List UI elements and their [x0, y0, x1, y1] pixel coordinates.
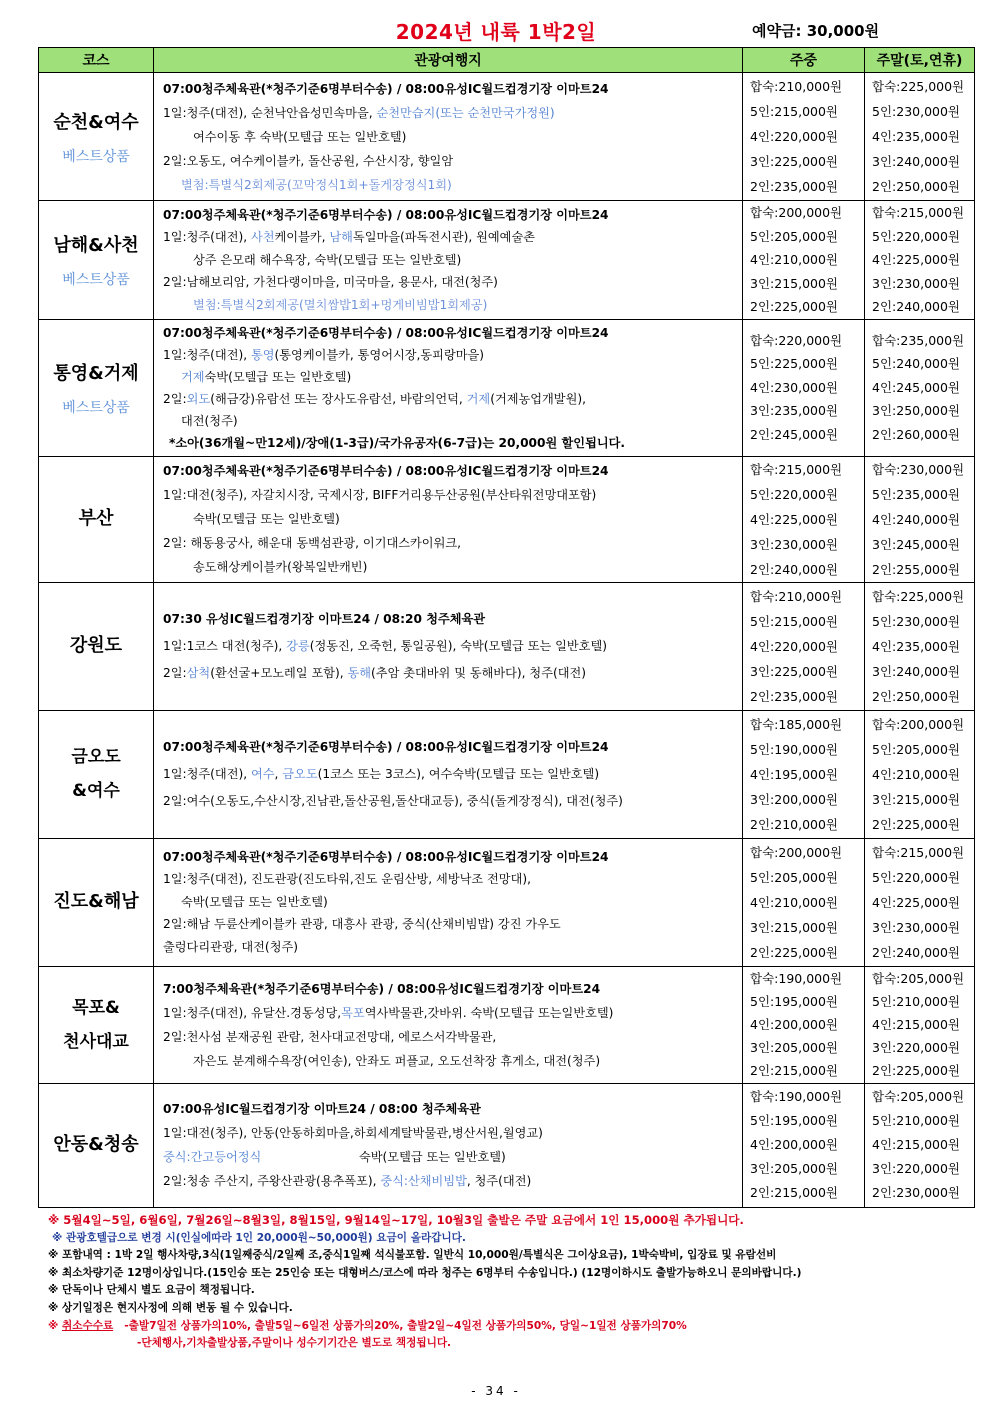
itinerary-cell: [154, 966, 743, 1083]
price-4: 4인:240,000원: [872, 511, 961, 527]
itinerary-line: 2일:해남 두륜산케이블카 관광, 대흥사 관광, 중식(산채비빔밥) 강진 가우도: [163, 917, 561, 932]
price-5: 5인:230,000원: [872, 104, 961, 119]
weekend-price-cell: [865, 582, 975, 710]
price-group: 합숙:230,000원: [872, 461, 965, 477]
price-group: 합숙:200,000원: [750, 844, 843, 860]
table-row: [39, 1083, 975, 1207]
price-5: 5인:235,000원: [872, 486, 961, 502]
itinerary-cell: [154, 319, 743, 456]
itinerary-line: 2일:남해보리암, 가천다랭이마을, 미국마을, 용문사, 대전(청주): [163, 275, 498, 289]
price-4: 4인:200,000원: [750, 1137, 839, 1152]
itinerary-line: 중식:간고등어정식 숙박(모텔급 또는 일반호텔): [163, 1150, 506, 1164]
price-2: 2인:215,000원: [750, 1063, 839, 1078]
weekday-price-cell: [743, 456, 865, 582]
weekend-price-cell: [865, 201, 975, 320]
course-cell: [39, 966, 154, 1083]
price-group: 합숙:200,000원: [750, 205, 843, 220]
weekend-price-cell: [865, 710, 975, 838]
price-group: 합숙:190,000원: [750, 971, 843, 986]
price-4: 4인:210,000원: [750, 894, 839, 910]
col-header-weekend: 주말(토,연휴): [865, 48, 975, 73]
itinerary-line: 2일:여수(오동도,수산시장,진남관,돌산공원,돌산대교등), 중식(돌게장정식), 대전(청주): [163, 793, 623, 808]
price-5: 5인:210,000원: [872, 1113, 961, 1128]
itinerary-line: 대전(청주): [181, 413, 238, 428]
departure-line: 07:00청주체육관(*청주기준6명부터수송) / 08:00유성IC월드컵경기장 이마트24: [163, 81, 609, 96]
course-name: 통영&거제: [53, 362, 139, 384]
price-5: 5인:225,000원: [750, 356, 839, 372]
course-name: 순천&여수: [53, 111, 139, 133]
itinerary-line: 거제숙박(모텔급 또는 일반호텔): [181, 369, 352, 384]
itinerary-cell: [154, 710, 743, 838]
weekday-price-cell: [743, 201, 865, 320]
price-2: 2인:225,000원: [750, 944, 839, 960]
itinerary-line: 숙박(모텔급 또는 일반호텔): [181, 894, 328, 909]
table-row: [39, 456, 975, 582]
itinerary-line: 2일: 해동용궁사, 해운대 동백섬관광, 이기대스카이워크,: [163, 536, 461, 550]
price-5: 5인:190,000원: [750, 741, 839, 757]
weekday-price-cell: [743, 966, 865, 1083]
itinerary-line: 출렁다리관광, 대전(청주): [163, 939, 298, 954]
price-3: 3인:220,000원: [872, 1040, 961, 1055]
itinerary-line: 1일:청주(대전), 유달산.경동성당,목포역사박물관,갓바위. 숙박(모텔급 또는일반호텔): [163, 1005, 614, 1020]
table-row: [39, 838, 975, 966]
surcharge-note: ※ 5월4일~5일, 6월6일, 7월26일~8월3일, 8월15일, 9월14일~17일, 10월3일 출발은 주말 요금에서 1인 15,000원 추가됩니다.: [48, 1213, 744, 1227]
course-cell: [39, 838, 154, 966]
price-4: 4인:215,000원: [872, 1137, 961, 1152]
price-2: 2인:240,000원: [872, 299, 961, 314]
itinerary-line: 2일:외도(해금강)유람선 또는 장사도유람선, 바람의언덕, 거제(거제농업개발원),: [163, 391, 586, 406]
itinerary-cell: [154, 838, 743, 966]
itinerary-cell: [154, 582, 743, 710]
table-row: [39, 73, 975, 201]
itinerary-cell: [154, 201, 743, 320]
price-4: 4인:200,000원: [750, 1017, 839, 1032]
price-2: 2인:230,000원: [872, 1185, 961, 1200]
price-2: 2인:260,000원: [872, 426, 961, 442]
weekday-price-cell: [743, 1083, 865, 1207]
price-2: 2인:255,000원: [872, 561, 961, 577]
price-group: 합숙:220,000원: [750, 332, 843, 348]
price-3: 3인:215,000원: [750, 919, 839, 935]
price-4: 4인:225,000원: [872, 894, 961, 910]
price-4: 4인:220,000원: [750, 129, 839, 144]
price-3: 3인:215,000원: [750, 275, 839, 291]
price-group: 합숙:225,000원: [872, 588, 965, 604]
itinerary-line: 2일:천사섬 분재공원 관람, 천사대교전망대, 에로스서각박물관,: [163, 1029, 497, 1044]
table-row: [39, 582, 975, 710]
price-group: 합숙:215,000원: [872, 844, 965, 860]
price-2: 2인:250,000원: [872, 688, 961, 704]
discount-line: *소아(36개월~만12세)/장애(1-3급)/국가유공자(6-7급)는 20,000원 할인됩니다.: [169, 435, 626, 450]
departure-line: 07:00청주체육관(*청주기준6명부터수송) / 08:00유성IC월드컵경기장 이마트24: [163, 325, 609, 340]
price-group: 합숙:205,000원: [872, 971, 965, 986]
price-group: 합숙:225,000원: [872, 79, 965, 94]
weekday-price-cell: [743, 319, 865, 456]
special-meal-line: 별첨:특별식2회제공(멸치쌈밥1회+멍게비빔밥1회제공): [193, 297, 488, 312]
itinerary-line: 1일:청주(대전), 여수, 금오도(1코스 또는 3코스), 여수숙박(모텔급 또는 일반호텔): [163, 766, 600, 781]
price-3: 3인:220,000원: [872, 1161, 961, 1176]
schedule-change-note: ※ 상기일정은 현지사정에 의해 변동 될 수 있습니다.: [48, 1301, 293, 1314]
course-name: 남해&사천: [53, 234, 139, 256]
table-header-row: [39, 48, 975, 73]
notes-section: [48, 1212, 978, 1353]
table-row: [39, 201, 975, 320]
price-3: 3인:235,000원: [750, 403, 839, 419]
itinerary-line: 2일:청송 주산지, 주왕산관광(용추폭포), 중식:산채비빔밥, 청주(대전): [163, 1174, 532, 1188]
price-4: 4인:215,000원: [872, 1017, 961, 1032]
course-cell: [39, 456, 154, 582]
departure-line: 07:00청주체육관(*청주기준6명부터수송) / 08:00유성IC월드컵경기장 이마트24: [163, 464, 609, 478]
price-group: 합숙:205,000원: [872, 1089, 965, 1104]
price-5: 5인:210,000원: [872, 994, 961, 1009]
price-5: 5인:195,000원: [750, 994, 839, 1009]
course-cell: [39, 201, 154, 320]
itinerary-line: 숙박(모텔급 또는 일반호텔): [193, 512, 340, 526]
price-5: 5인:220,000원: [750, 486, 839, 502]
hotel-upgrade-note: ※ 관광호텔급으로 변경 시(인실에따라 1인 20,000원~50,000원) 요금이 올라갑니다.: [52, 1231, 466, 1244]
weekend-price-cell: [865, 838, 975, 966]
price-4: 4인:220,000원: [750, 638, 839, 654]
price-3: 3인:240,000원: [872, 663, 961, 679]
price-group: 합숙:190,000원: [750, 1089, 843, 1104]
cancel-fee-note-2: -단체행사,기차출발상품,주말이나 성수기기간은 별도로 책정됩니다.: [137, 1337, 452, 1350]
price-4: 4인:245,000원: [872, 379, 961, 395]
tour-price-table: [38, 47, 975, 1208]
course-name-line2: 천사대교: [63, 1031, 129, 1052]
page-header: [0, 16, 992, 45]
itinerary-line: 여수이동 후 숙박(모텔급 또는 일반호텔): [193, 129, 407, 144]
course-name: 강원도: [69, 635, 123, 656]
course-name: 금오도: [71, 747, 121, 767]
course-cell: [39, 710, 154, 838]
price-2: 2인:240,000원: [750, 561, 839, 577]
table-row: [39, 710, 975, 838]
table-row: [39, 319, 975, 456]
table-row: [39, 966, 975, 1083]
best-product-badge: 베스트상품: [62, 271, 130, 288]
departure-line: 07:00유성IC월드컵경기장 이마트24 / 08:00 청주체육관: [163, 1102, 481, 1116]
page-title: 2024년 내륙 1박2일: [395, 20, 597, 44]
price-3: 3인:215,000원: [872, 791, 961, 807]
departure-line: 07:00청주체육관(*청주기준6명부터수송) / 08:00유성IC월드컵경기장 이마트24: [163, 739, 609, 754]
price-2: 2인:210,000원: [750, 816, 839, 832]
price-2: 2인:225,000원: [872, 1063, 961, 1078]
price-5: 5인:220,000원: [872, 869, 961, 885]
price-group: 합숙:210,000원: [750, 79, 843, 94]
price-4: 4인:235,000원: [872, 129, 961, 144]
price-3: 3인:225,000원: [750, 154, 839, 169]
itinerary-cell: [154, 1083, 743, 1207]
weekday-price-cell: [743, 73, 865, 201]
itinerary-cell: [154, 456, 743, 582]
weekend-price-cell: [865, 1083, 975, 1207]
price-4: 4인:210,000원: [872, 766, 961, 782]
price-group: 합숙:215,000원: [750, 461, 843, 477]
page-number: - 34 -: [471, 1384, 521, 1398]
itinerary-line: 1일:청주(대전), 진도관광(진도타워,진도 운림산방, 세방낙조 전망대),: [163, 872, 531, 887]
itinerary-line: 1일:대전(청주), 자갈치시장, 국제시장, BIFF거리용두산공원(부산타워전망대포함): [163, 488, 597, 502]
price-2: 2인:235,000원: [750, 179, 839, 194]
best-product-badge: 베스트상품: [62, 148, 130, 165]
price-2: 2인:245,000원: [750, 426, 839, 442]
departure-line: 7:00청주체육관(*청주기준6명부터수송) / 08:00유성IC월드컵경기장 이마트24: [163, 981, 601, 996]
price-3: 3인:230,000원: [750, 536, 839, 552]
col-header-course: 코스: [39, 48, 154, 73]
itinerary-line: 1일:청주(대전), 통영(통영케이블카, 통영어시장,동피랑마을): [163, 347, 485, 362]
price-3: 3인:230,000원: [872, 919, 961, 935]
price-5: 5인:205,000원: [872, 741, 961, 757]
price-5: 5인:205,000원: [750, 228, 839, 244]
col-header-destinations: 관광여행지: [154, 48, 743, 73]
price-group: 합숙:200,000원: [872, 716, 965, 732]
price-2: 2인:225,000원: [750, 299, 839, 314]
price-4: 4인:235,000원: [872, 638, 961, 654]
price-3: 3인:230,000원: [872, 275, 961, 291]
weekend-price-cell: [865, 73, 975, 201]
departure-line: 07:30 유성IC월드컵경기장 이마트24 / 08:20 청주체육관: [163, 611, 486, 626]
itinerary-line: 1일:청주(대전), 사천케이블카, 남해독일마을(파독전시관), 원예예술촌: [163, 230, 536, 244]
cancel-fee-label: 취소수수료: [62, 1319, 114, 1332]
includes-note: ※ 포함내역 : 1박 2일 행사차량,3식(1일째중식/2일째 조,중식1일째 석식불포함. 일반식 10,000원/특별식은 그이상요금), 1박숙박비, 입장료 및 유람선비: [48, 1249, 777, 1262]
col-header-weekday: 주중: [743, 48, 865, 73]
course-name-line2: &여수: [72, 781, 120, 801]
itinerary-line: 1일:청주(대전), 순천낙안읍성민속마을, 순천만습지(또는 순천만국가정원): [163, 105, 555, 120]
weekend-price-cell: [865, 456, 975, 582]
cancel-fee-note: ※ 취소수수료 -출발7일전 상품가의10%, 출발5일~6일전 상품가의20%, 출발2일~4일전 상품가의50%, 당일~1일전 상품가의70%: [48, 1319, 687, 1332]
weekday-price-cell: [743, 710, 865, 838]
price-4: 4인:225,000원: [872, 252, 961, 267]
departure-line: 07:00청주체육관(*청주기준6명부터수송) / 08:00유성IC월드컵경기장 이마트24: [163, 849, 609, 864]
price-group: 합숙:235,000원: [872, 332, 965, 348]
price-5: 5인:240,000원: [872, 356, 961, 372]
price-4: 4인:210,000원: [750, 252, 839, 267]
price-3: 3인:205,000원: [750, 1040, 839, 1055]
price-2: 2인:215,000원: [750, 1185, 839, 1200]
course-name: 안동&청송: [53, 1134, 139, 1155]
price-3: 3인:225,000원: [750, 663, 839, 679]
itinerary-line: 송도해상케이블카(왕복일반캐빈): [193, 560, 368, 574]
price-4: 4인:195,000원: [750, 766, 839, 782]
price-5: 5인:215,000원: [750, 104, 839, 119]
weekend-price-cell: [865, 966, 975, 1083]
price-5: 5인:195,000원: [750, 1113, 839, 1128]
itinerary-line: 1일:1코스 대전(청주), 강릉(정동진, 오죽헌, 통일공원), 숙박(모텔급 또는 일반호텔): [163, 638, 607, 653]
special-meal-line: 별첨:특별식2회제공(꼬막정식1회+돌게장정식1회): [181, 177, 452, 192]
price-3: 3인:250,000원: [872, 403, 961, 419]
weekend-price-cell: [865, 319, 975, 456]
itinerary-line: 상주 은모래 해수욕장, 숙박(모텔급 또는 일반호텔): [193, 252, 462, 267]
price-5: 5인:220,000원: [872, 228, 961, 244]
deposit-amount: 예약금: 30,000원: [752, 22, 880, 40]
minimum-vehicle-note: ※ 최소차량기준 12명이상입니다.(15인승 또는 25인승 또는 대형버스/코스에 따라 청주는 6명부터 수송입니다.) (12명이하시도 출발가능하오니 문의바랍니다.): [48, 1266, 802, 1279]
group-pricing-note: ※ 단독이나 단체시 별도 요금이 책정됩니다.: [48, 1284, 255, 1297]
itinerary-line: 2일:삼척(환선굴+모노레일 포함), 동해(추암 촛대바위 및 동해바다), 청주(대전): [163, 665, 587, 680]
itinerary-line: 자은도 분계해수욕장(여인송), 안좌도 퍼플교, 오도선착장 휴게소, 대전(청주): [193, 1053, 601, 1068]
price-group: 합숙:215,000원: [872, 205, 965, 220]
price-group: 합숙:185,000원: [750, 716, 843, 732]
itinerary-cell: [154, 73, 743, 201]
itinerary-line: 1일:대전(청주), 안동(안동하회마을,하회세계탈박물관,병산서원,월영교): [163, 1126, 543, 1140]
course-cell: [39, 319, 154, 456]
course-name: 진도&해남: [53, 891, 139, 912]
price-2: 2인:240,000원: [872, 944, 961, 960]
weekday-price-cell: [743, 582, 865, 710]
price-3: 3인:245,000원: [872, 536, 961, 552]
price-2: 2인:235,000원: [750, 688, 839, 704]
price-3: 3인:240,000원: [872, 154, 961, 169]
price-2: 2인:250,000원: [872, 179, 961, 194]
price-5: 5인:215,000원: [750, 613, 839, 629]
course-name: 부산: [78, 508, 114, 529]
course-cell: [39, 1083, 154, 1207]
price-2: 2인:225,000원: [872, 816, 961, 832]
course-name: 목포&: [72, 997, 120, 1018]
best-product-badge: 베스트상품: [62, 399, 130, 416]
course-cell: [39, 582, 154, 710]
price-5: 5인:230,000원: [872, 613, 961, 629]
price-4: 4인:230,000원: [750, 379, 839, 395]
itinerary-line: 2일:오동도, 여수케이블카, 돌산공원, 수산시장, 향일암: [163, 153, 454, 168]
course-cell: [39, 73, 154, 201]
price-5: 5인:205,000원: [750, 869, 839, 885]
weekday-price-cell: [743, 838, 865, 966]
price-3: 3인:205,000원: [750, 1161, 839, 1176]
price-3: 3인:200,000원: [750, 791, 839, 807]
price-group: 합숙:210,000원: [750, 588, 843, 604]
departure-line: 07:00청주체육관(*청주기준6명부터수송) / 08:00유성IC월드컵경기장 이마트24: [163, 207, 609, 222]
price-4: 4인:225,000원: [750, 511, 839, 527]
